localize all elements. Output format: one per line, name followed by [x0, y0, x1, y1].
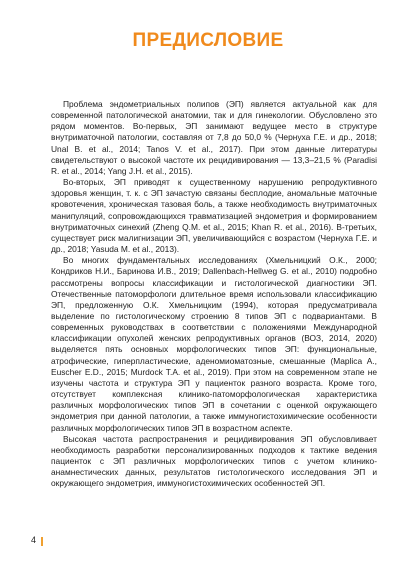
page-title: ПРЕДИСЛОВИЕ: [132, 30, 284, 51]
body-text: [51, 99, 377, 489]
paragraph-1: Проблема эндометриальных полипов (ЭП) является актуальной как для современной патологической анатомии, так и для гинекологии. Обусловлено это рядом моментов. Во-первых, ЭП занимают ведущее место в структуре внутриматочной патологии, составляя от 7,8 до 50,0 % (Чернуха Г.Е. и др., 2018; Unal B. et al., 2014; Tanos V. et al., 2017). При этом данные литературы свидетельствуют о высокой частоте их рецидивирования — 13,3–21,5 % (Paradisi R. et al., 2014; Yang J.H. et al., 2015).: [51, 99, 377, 176]
paragraph-2: Во-вторых, ЭП приводят к существенному нарушению репродуктивного здоровья женщин, т. к. с ЭП зачастую связаны бесплодие, аномальные маточные кровотечения, хроническая тазовая боль, а также необходимость внутриматочных манипуляций, сопровождающихся травматизацией эндометрия и формированием внутриматочных синехий (Zheng Q.M. et al., 2015; Khan R. et al., 2016). В-третьих, существует риск малигнизации ЭП, увеличивающийся с возрастом (Чернуха Г.Е. и др., 2018; Yasuda M. et al., 2013).: [51, 177, 377, 255]
page-number-divider: [41, 537, 43, 546]
paragraph-4: Высокая частота распространения и рецидивирования ЭП обусловливает необходимость разработки персонализированных подходов к тактике ведения пациенток с ЭП различных морфологических типов с учетом клинико-анамнестических данных, результатов гистологического исследования ЭП и окружающего эндометрия, иммуногистохимических особенностей ЭП.: [51, 433, 377, 489]
paragraph-3: Во многих фундаментальных исследованиях (Хмельницкий О.К., 2000; Кондриков Н.И., Баринова И.В., 2019; Dallenbach-Hellweg G. et al., 2010) подробно рассмотрены вопросы классификации и гистологической диагностики ЭП. Отечественные патоморфологи длительное время использовали классификацию ЭП, предложенную О.К. Хмельницким (1994), которая предусматривала выделение по гистологическому строению 8 типов ЭП с подвариантами. В современных руководствах в соответствии с положениями Международной классификации опухолей женских репродуктивных органов (ВОЗ, 2014, 2020) выделяется пять основных морфологических типов ЭП: функциональные, атрофические, гиперпластические, аденомиоматозные, смешанные (Maplica A., Euscher E.D., 2015; Murdock T.A. et al., 2019). При этом на современном этапе не изучены частота и структура ЭП у пациенток разного возраста. Кроме того, отсутствует комплексная клинико-патоморфологическая характеристика различных морфологических типов ЭП в сочетании с оценкой окружающего эндометрия при данной патологии, а также иммуногистохимические особенности различных морфологических типов ЭП в возрастном аспекте.: [51, 255, 377, 433]
page-number: 4: [31, 535, 37, 545]
